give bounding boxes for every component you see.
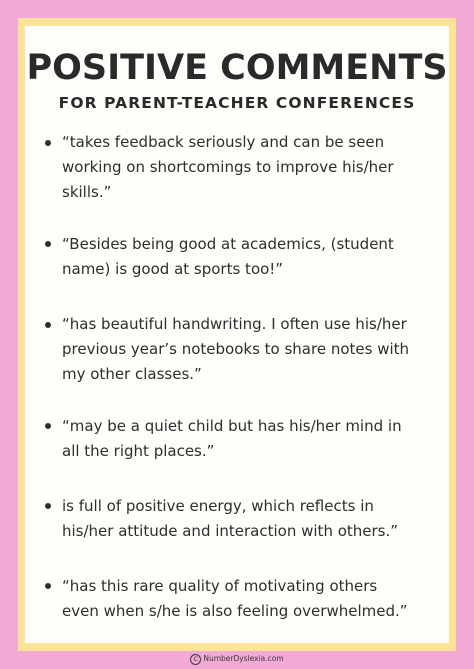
comment-line: my other classes.” <box>62 365 202 383</box>
bullet-icon <box>45 583 51 589</box>
copyright-icon: C <box>190 654 201 665</box>
comment-line: “takes feedback seriously and can be seen <box>62 133 385 151</box>
comment-5 <box>62 494 432 544</box>
comment-line: “Besides being good at academics, (student <box>62 235 394 253</box>
comment-1 <box>62 130 432 205</box>
comment-line: skills.” <box>62 183 112 201</box>
comment-3 <box>62 312 432 387</box>
comment-line: working on shortcomings to improve his/her <box>62 158 394 176</box>
comment-4 <box>62 414 432 464</box>
comment-line: even when s/he is also feeling overwhelmed.” <box>62 602 408 620</box>
comment-line: his/her attitude and interaction with others.” <box>62 522 399 540</box>
comment-line: “may be a quiet child but has his/her mind in <box>62 417 402 435</box>
comment-2 <box>62 232 432 282</box>
footer-credit <box>0 653 474 665</box>
bullet-icon <box>45 503 51 509</box>
comment-line: all the right places.” <box>62 442 215 460</box>
comment-line: name) is good at sports too!” <box>62 260 284 278</box>
bullet-icon <box>45 322 51 328</box>
bullet-icon <box>45 241 51 247</box>
comment-6 <box>62 574 432 624</box>
footer-site: NumberDyslexia.com <box>203 654 284 663</box>
bullet-icon <box>45 423 51 429</box>
comment-line: “has this rare quality of motivating others <box>62 577 378 595</box>
page-subtitle: FOR PARENT-TEACHER CONFERENCES <box>58 94 416 112</box>
comment-line: previous year’s notebooks to share notes with <box>62 340 410 358</box>
comment-line: is full of positive energy, which reflects in <box>62 497 374 515</box>
bullet-icon <box>45 140 51 146</box>
comment-line: “has beautiful handwriting. I often use his/her <box>62 315 407 333</box>
page-title: POSITIVE COMMENTS <box>26 48 448 88</box>
